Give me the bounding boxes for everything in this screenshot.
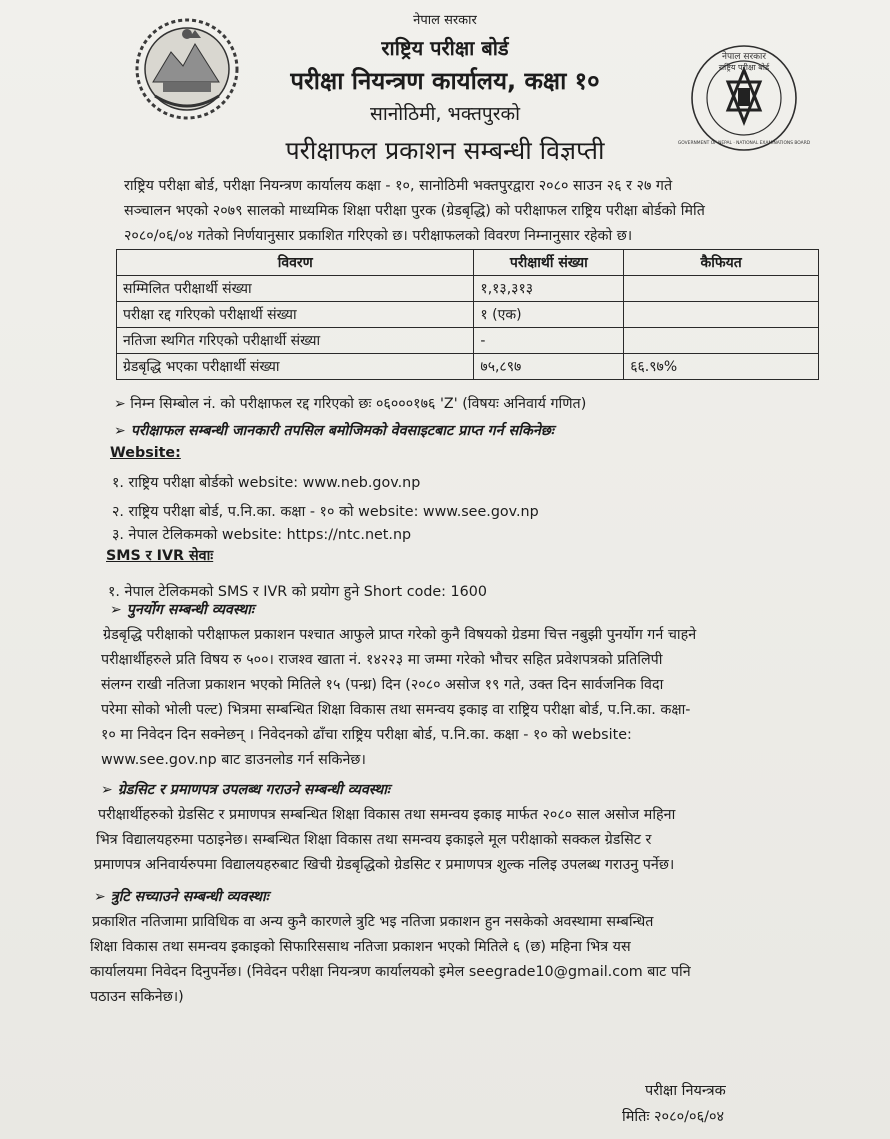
government-line: नेपाल सरकार [413, 13, 477, 28]
table-header-cell: कैफियत [624, 250, 819, 276]
cancel-bullet-text: निम्न सिम्बोल नं. को परीक्षाफल रद्द गरिएको छः ०६०००१७६ 'Z' (विषयः अनिवार्य गणित) [130, 396, 587, 412]
recheck-line-3: संलग्न राखी नतिजा प्रकाशन भएको मितिले १५ (पन्ध्र) दिन (२०८० असोज १९ गते, उक्त दिन सार्वजनिक विदा [101, 677, 664, 693]
table-header-cell: विवरण [117, 250, 474, 276]
table-row [117, 302, 819, 328]
website-item-1: १. राष्ट्रिय परीक्षा बोर्डको website: www.neb.gov.np [112, 475, 421, 491]
recheck-line-1: ग्रेडबृद्धि परीक्षाको परीक्षाफल प्रकाशन पश्चात आफुले प्राप्त गरेको कुनै विषयको ग्रेडमा चित्त नबुझी पुनर्योग गर्न चाहने [103, 627, 697, 643]
table-cell: ६६.९७% [624, 354, 819, 380]
table-header-row [117, 250, 819, 276]
table-cell: परीक्षा रद्द गरिएको परीक्षार्थी संख्या [117, 302, 474, 328]
correction-heading-row [94, 885, 269, 910]
arrow-bullet-icon: ➢ [110, 602, 122, 618]
table-cell: - [474, 328, 624, 354]
table-cell: सम्मिलित परीक्षार्थी संख्या [117, 276, 474, 302]
table-cell [624, 328, 819, 354]
table-cell: ७५,८९७ [474, 354, 624, 380]
signatory-title: परीक्षा नियन्त्रक [645, 1083, 726, 1099]
arrow-bullet-icon: ➢ [114, 423, 126, 439]
table-cell: १ (एक) [474, 302, 624, 328]
table-cell: ग्रेडबृद्धि भएका परीक्षार्थी संख्या [117, 354, 474, 380]
recheck-line-5: १० मा निवेदन दिन सक्नेछन् । निवेदनको ढाँचा राष्ट्रिय परीक्षा बोर्ड, प.नि.का. कक्षा - १० को website: [101, 727, 632, 743]
gradesheet-heading-row [101, 778, 390, 803]
table-row [117, 276, 819, 302]
board-name: राष्ट्रिय परीक्षा बोर्ड [381, 36, 509, 60]
recheck-heading-row [110, 598, 254, 623]
table-cell: नतिजा स्थगित गरिएको परीक्षार्थी संख्या [117, 328, 474, 354]
signature-date: मितिः २०८०/०६/०४ [622, 1109, 725, 1125]
recheck-heading: पुनर्योग सम्बन्धी व्यवस्थाः [126, 602, 254, 618]
table-cell [624, 276, 819, 302]
website-item-2: २. राष्ट्रिय परीक्षा बोर्ड, प.नि.का. कक्षा - १० को website: www.see.gov.np [112, 504, 539, 520]
result-summary-table [116, 249, 819, 380]
website-heading: Website: [110, 445, 181, 461]
seal-top-text: नेपाल सरकार [721, 52, 767, 62]
arrow-bullet-icon: ➢ [114, 396, 126, 412]
intro-line-3: २०८०/०६/०४ गतेको निर्णयानुसार प्रकाशित गरिएको छ। परीक्षाफलको विवरण निम्नानुसार रहेको छ। [124, 228, 633, 244]
cancel-bullet [114, 392, 586, 417]
sms-heading: SMS र IVR सेवाः [106, 548, 214, 564]
office-location: सानोठिमी, भक्तपुरको [369, 103, 520, 125]
correction-line-1: प्रकाशित नतिजामा प्राविधिक वा अन्य कुनै कारणले त्रुटि भइ नतिजा प्रकाशन हुन नसकेको अवस्थामा सम्बन्धित [92, 914, 654, 930]
table-header-cell: परीक्षार्थी संख्या [474, 250, 624, 276]
intro-line-1: राष्ट्रिय परीक्षा बोर्ड, परीक्षा नियन्त्रण कार्यालय कक्षा - १०, सानोठिमी भक्तपुरद्वारा २०८० साउन २६ र २७ गते [124, 178, 673, 194]
table-row [117, 354, 819, 380]
gradesheet-heading: ग्रेडसिट र प्रमाणपत्र उपलब्ध गराउने सम्बन्धी व्यवस्थाः [117, 782, 390, 798]
gradesheet-line-2: भित्र विद्यालयहरुमा पठाइनेछ। सम्बन्धित शिक्षा विकास तथा समन्वय इकाइले मूल परीक्षाको सक्कल ग्रेडसिट र [96, 832, 652, 848]
seal-top-text-2: राष्ट्रिय परीक्षा बोर्ड [718, 63, 770, 72]
table-cell: १,१३,३१३ [474, 276, 624, 302]
correction-line-3: कार्यालयमा निवेदन दिनुपर्नेछ। (निवेदन परीक्षा नियन्त्रण कार्यालयको इमेल seegrade10@gmail.com बाट पनि [90, 964, 691, 980]
intro-line-2: सञ्चालन भएको २०७९ सालको माध्यमिक शिक्षा परीक्षा पुरक (ग्रेडबृद्धि) को परीक्षाफल राष्ट्रिय परीक्षा बोर्डको मिति [124, 203, 705, 219]
recheck-line-4: परेमा सोको भोली पल्ट) भित्रमा सम्बन्धित शिक्षा विकास तथा समन्वय इकाइ वा राष्ट्रिय परीक्षा बोर्ड, प.नि.का. कक्षा- [101, 702, 691, 718]
seal-bottom-text: GOVERNMENT OF NEPAL · NATIONAL EXAMINATIONS BOARD [677, 141, 811, 146]
website-item-3: ३. नेपाल टेलिकमको website: https://ntc.net.np [112, 527, 412, 543]
correction-line-4: पठाउन सकिनेछ।) [90, 989, 184, 1005]
sms-item-1: १. नेपाल टेलिकमको SMS र IVR को प्रयोग हुने Short code: 1600 [108, 584, 487, 600]
table-cell [624, 302, 819, 328]
correction-line-2: शिक्षा विकास तथा समन्वय इकाइको सिफारिससाथ नतिजा प्रकाशन भएको मितिले ६ (छ) महिना भित्र यस [90, 939, 631, 955]
arrow-bullet-icon: ➢ [94, 889, 106, 905]
notice-title: परीक्षाफल प्रकाशन सम्बन्धी विज्ञप्ती [285, 136, 605, 165]
correction-heading: त्रुटि सच्याउने सम्बन्धी व्यवस्थाः [110, 889, 269, 905]
info-bullet-text: परीक्षाफल सम्बन्धी जानकारी तपसिल बमोजिमको वेवसाइटबाट प्राप्त गर्न सकिनेछः [130, 423, 554, 439]
table-row [117, 328, 819, 354]
office-name: परीक्षा नियन्त्रण कार्यालय, कक्षा १० [290, 67, 600, 95]
recheck-line-2: परीक्षार्थीहरुले प्रति विषय रु ५००। राजश्व खाता नं. १४२२३ मा जम्मा गरेको भौचर सहित प्रवेशपत्रको प्रतिलिपी [101, 652, 663, 668]
gradesheet-line-1: परीक्षार्थीहरुको ग्रेडसिट र प्रमाणपत्र सम्बन्धित शिक्षा विकास तथा समन्वय इकाइ मार्फत २०८० साल असोज महिना [98, 807, 676, 823]
gradesheet-line-3: प्रमाणपत्र अनिवार्यरुपमा विद्यालयहरुबाट खिची ग्रेडबृद्धिको ग्रेडसिट र प्रमाणपत्र शुल्क नलिइ उपलब्ध गराउनु पर्नेछ। [94, 857, 675, 873]
arrow-bullet-icon: ➢ [101, 782, 113, 798]
recheck-line-6: www.see.gov.np बाट डाउनलोड गर्न सकिनेछ। [101, 752, 366, 768]
